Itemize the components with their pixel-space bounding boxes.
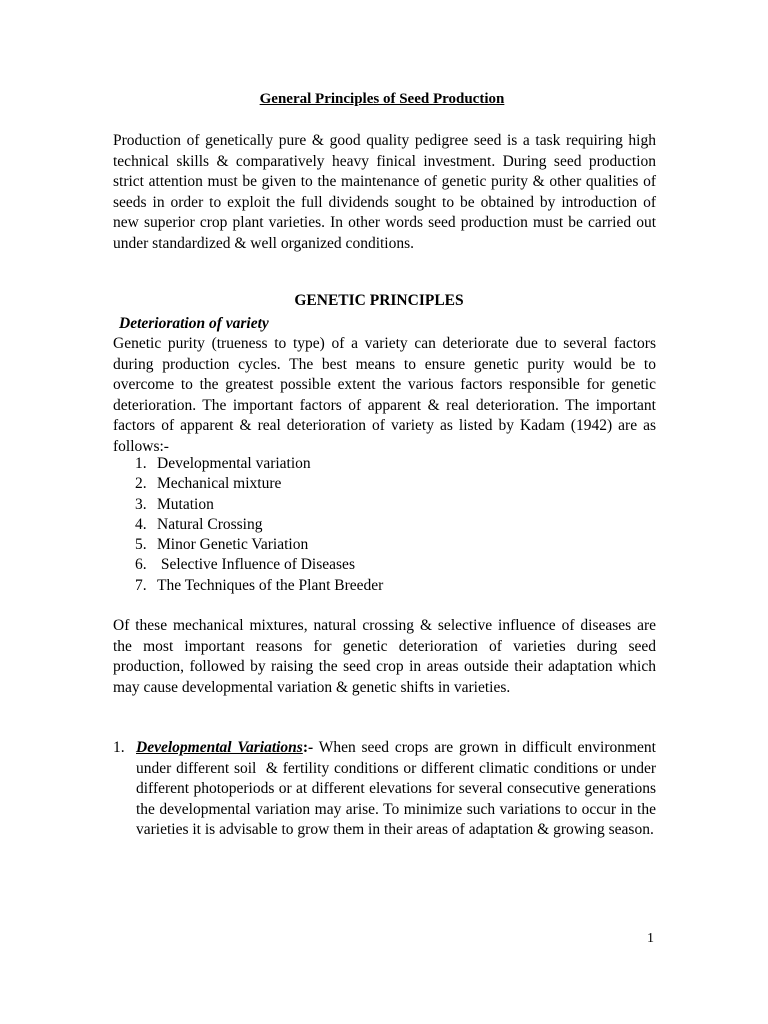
list-item-number: 1. (135, 455, 147, 472)
list-item-text: The Techniques of the Plant Breeder (157, 576, 384, 594)
intro-paragraph: Production of genetically pure & good quality pedigree seed is a task requiring high technical skills & comparatively heavy finical investment. During seed production strict attention must be given to the maintenance of genetic purity & other qualities of seeds in order to exploit the full dividends sought to be obtained by introduction of new superior crop plant varieties. In other words seed production must be carried out under standardized & well organized conditions. (113, 132, 656, 252)
subheading: Deterioration of variety (119, 315, 269, 332)
list-item (135, 454, 383, 474)
list-item-text: Developmental variation (157, 455, 311, 472)
list-item-number: 4. (135, 515, 147, 533)
list-item (135, 495, 383, 515)
genetic-purity-paragraph: Genetic purity (trueness to type) of a variety can deteriorate due to several factors during production cycles. The best means to ensure genetic purity would be to overcome to the greatest possible extent the various factors responsible for genetic deterioration. The important factors of apparent & real deterioration. The important factors of apparent & real deterioration of variety as listed by Kadam (1942) are as follows:- (113, 335, 656, 455)
list-item-text: Selective Influence of Diseases (157, 556, 355, 574)
list-item (135, 515, 383, 535)
list-item-number: 2. (135, 475, 147, 493)
section-heading: GENETIC PRINCIPLES (294, 292, 464, 309)
section-body (136, 738, 660, 841)
factor-list (135, 454, 383, 596)
list-item-number: 6. (135, 556, 147, 574)
section-body-text: When seed crops are grown in difficult environment under different soil & fertility conditions or different climatic conditions or under different photoperiods or at different elevations for several consecutive generations the developmental variation may arise. To minimize such variations to occur in the varieties it is advisable to grow them in their areas of adaptation & growing season. (136, 739, 660, 838)
document-title: General Principles of Seed Production (259, 91, 505, 107)
list-item-text: Natural Crossing (157, 515, 263, 533)
section-term: Developmental Variations (136, 739, 303, 756)
list-item-number: 3. (135, 495, 147, 513)
list-item-text: Minor Genetic Variation (157, 536, 309, 554)
list-item (135, 576, 383, 596)
list-item (135, 535, 383, 555)
list-item-text: Mutation (157, 495, 214, 513)
list-item (135, 555, 383, 575)
summary-paragraph: Of these mechanical mixtures, natural crossing & selective influence of diseases are the most important reasons for genetic deterioration of varieties during seed production, followed by raising the seed crop in areas outside their adaptation which may cause developmental variation & genetic shifts in varieties. (113, 617, 656, 696)
developmental-variations-section (113, 738, 660, 841)
list-item-number: 7. (135, 576, 147, 594)
section-number: 1. (113, 739, 125, 756)
list-item-number: 5. (135, 536, 147, 554)
page-number: 1 (647, 931, 654, 946)
list-item-text: Mechanical mixture (157, 475, 282, 493)
list-item (135, 474, 383, 494)
section-term-suffix: :- (302, 739, 314, 756)
